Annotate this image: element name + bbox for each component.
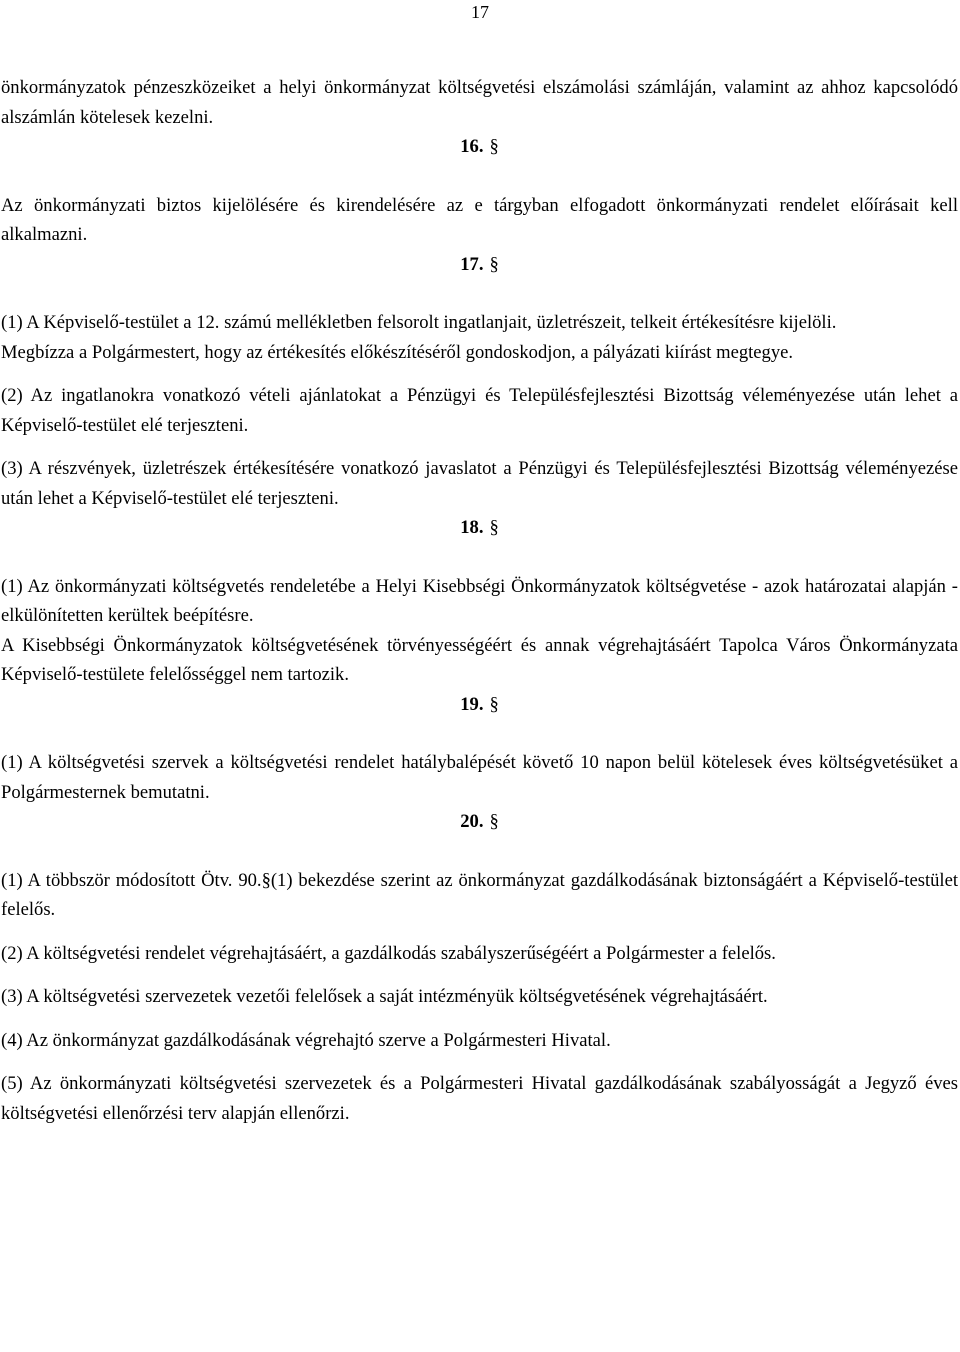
- section-number: 18.: [460, 517, 484, 538]
- section-heading-18: [1, 513, 958, 543]
- section-heading-17: [1, 250, 958, 280]
- paragraph: Az önkormányzati biztos kijelölésére és kirendelésére az e tárgyban elfogadott önkormányzati rendelet előírásait kell alkalmazni.: [1, 194, 958, 245]
- section-symbol: §: [489, 811, 499, 832]
- paragraph: (1) Az önkormányzati költségvetés rendeletébe a Helyi Kisebbségi Önkormányzatok költségvetése - azok határozatai alapján - elkülönítetten kerültek beépítésre.: [1, 575, 958, 626]
- paragraph: (1) A többször módosított Ötv. 90.§(1) bekezdése szerint az önkormányzat gazdálkodásának biztonságáért a Képviselő-testület felelős.: [1, 869, 958, 920]
- paragraph: Megbízza a Polgármestert, hogy az értékesítés előkészítéséről gondoskodjon, a pályázati kiírást megtegye.: [1, 341, 794, 363]
- paragraph: A Kisebbségi Önkormányzatok költségvetésének törvényességéért és annak végrehajtásáért Tapolca Város Önkormányzata Képviselő-testülete felelősséggel nem tartozik.: [1, 634, 958, 685]
- paragraph: (1) A költségvetési szervek a költségvetési rendelet hatálybalépését követő 10 napon belül kötelesek éves költségvetésüket a Polgármesternek bemutatni.: [1, 752, 958, 803]
- paragraph: (1) A Képviselő-testület a 12. számú mellékletben felsorolt ingatlanjait, üzletrészeit, telkeit értékesítésre kijelöli.: [1, 312, 837, 333]
- paragraph: (5) Az önkormányzati költségvetési szervezetek és a Polgármesteri Hivatal gazdálkodásának szabályosságát a Jegyző éves költségvetési ellenőrzési terv alapján ellenőrzi.: [1, 1073, 958, 1124]
- paragraph: (2) A költségvetési rendelet végrehajtásáért, a gazdálkodás szabályszerűségéért a Polgármester a felelős.: [1, 942, 776, 964]
- paragraph: (3) A költségvetési szervezetek vezetői felelősek a saját intézményük költségvetésének végrehajtásáért.: [1, 986, 768, 1007]
- page-number: 17: [471, 2, 489, 22]
- section-symbol: §: [489, 517, 499, 538]
- section-heading-16: [1, 132, 958, 162]
- section-symbol: §: [489, 136, 499, 157]
- section-number: 17.: [460, 253, 484, 275]
- paragraph: (3) A részvények, üzletrészek értékesítésére vonatkozó javaslatot a Pénzügyi és Településfejlesztési Bizottság véleményezése után lehet a Képviselő-testület elé terjeszteni.: [1, 458, 958, 509]
- paragraph: önkormányzatok pénzeszközeiket a helyi önkormányzat költségvetési elszámolási számláján, valamint az ahhoz kapcsolódó alszámlán kötelesek kezelni.: [1, 77, 958, 128]
- section-number: 19.: [460, 693, 484, 715]
- paragraph: (2) Az ingatlanokra vonatkozó vételi ajánlatokat a Pénzügyi és Településfejlesztési Bizottság véleményezése után lehet a Képviselő-testület elé terjeszteni.: [1, 385, 958, 436]
- section-number: 20.: [460, 811, 484, 832]
- document-body: [1, 73, 958, 1128]
- paragraph: (4) Az önkormányzat gazdálkodásának végrehajtó szerve a Polgármesteri Hivatal.: [1, 1029, 611, 1051]
- section-heading-19: [1, 690, 958, 720]
- section-heading-20: [1, 807, 958, 837]
- section-symbol: §: [489, 253, 499, 275]
- section-symbol: §: [489, 693, 499, 715]
- section-number: 16.: [460, 136, 484, 157]
